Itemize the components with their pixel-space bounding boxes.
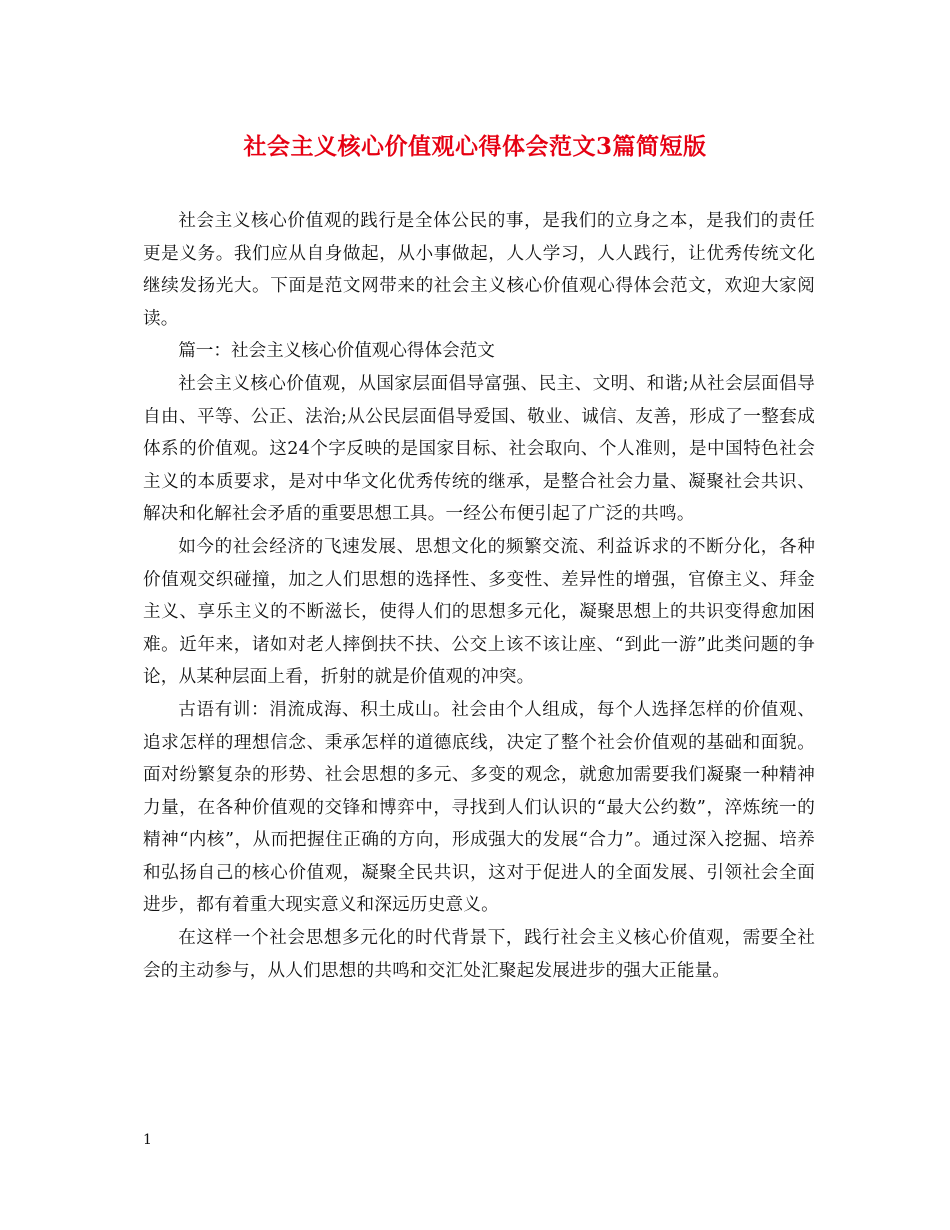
body-paragraph: 在这样一个社会思想多元化的时代背景下，践行社会主义核心价值观，需要全社会的主动参与，从人们思想的共鸣和交汇处汇聚起发展进步的强大正能量。	[143, 928, 815, 981]
document-title: 社会主义核心价值观心得体会范文3篇简短版	[243, 133, 707, 160]
body-paragraph: 古语有训：涓流成海、积土成山。社会由个人组成，每个人选择怎样的价值观、追求怎样的理想信念、秉承怎样的道德底线，决定了整个社会价值观的基础和面貌。面对纷繁复杂的形势、社会思想的多元、多变的观念，就愈加需要我们凝聚一种精神力量，在各种价值观的交锋和博弈中，寻找到人们认识的“最大公约数”，淬炼统一的精神“内核”，从而把握住正确的方向，形成强大的发展“合力”。通过深入挖掘、培养和弘扬自己的核心价值观，凝聚全民共识，这对于促进人的全面发展、引领社会全面进步，都有着重大现实意义和深远历史意义。	[143, 699, 815, 916]
section-heading: 篇一：社会主义核心价值观心得体会范文	[178, 341, 495, 362]
page-number: 1	[143, 1132, 152, 1148]
body-paragraph: 社会主义核心价值观，从国家层面倡导富强、民主、文明、和谐;从社会层面倡导自由、平等、公正、法治;从公民层面倡导爱国、敬业、诚信、友善，形成了一整套成体系的价值观。这24个字反映的是国家目标、社会取向、个人准则，是中国特色社会主义的本质要求，是对中华文化优秀传统的继承，是整合社会力量、凝聚社会共识、解决和化解社会矛盾的重要思想工具。一经公布便引起了广泛的共鸣。	[143, 373, 815, 525]
body-paragraph: 如今的社会经济的飞速发展、思想文化的频繁交流、利益诉求的不断分化，各种价值观交织碰撞，加之人们思想的选择性、多变性、差异性的增强，官僚主义、拜金主义、享乐主义的不断滋长，使得人们的思想多元化，凝聚思想上的共识变得愈加困难。近年来，诸如对老人摔倒扶不扶、公交上该不该让座、“到此一游”此类问题的争论，从某种层面上看，折射的就是价值观的冲突。	[143, 536, 815, 688]
document-body	[143, 205, 815, 987]
intro-paragraph: 社会主义核心价值观的践行是全体公民的事，是我们的立身之本，是我们的责任更是义务。我们应从自身做起，从小事做起，人人学习，人人践行，让优秀传统文化继续发扬光大。下面是范文网带来的社会主义核心价值观心得体会范文，欢迎大家阅读。	[143, 211, 815, 329]
